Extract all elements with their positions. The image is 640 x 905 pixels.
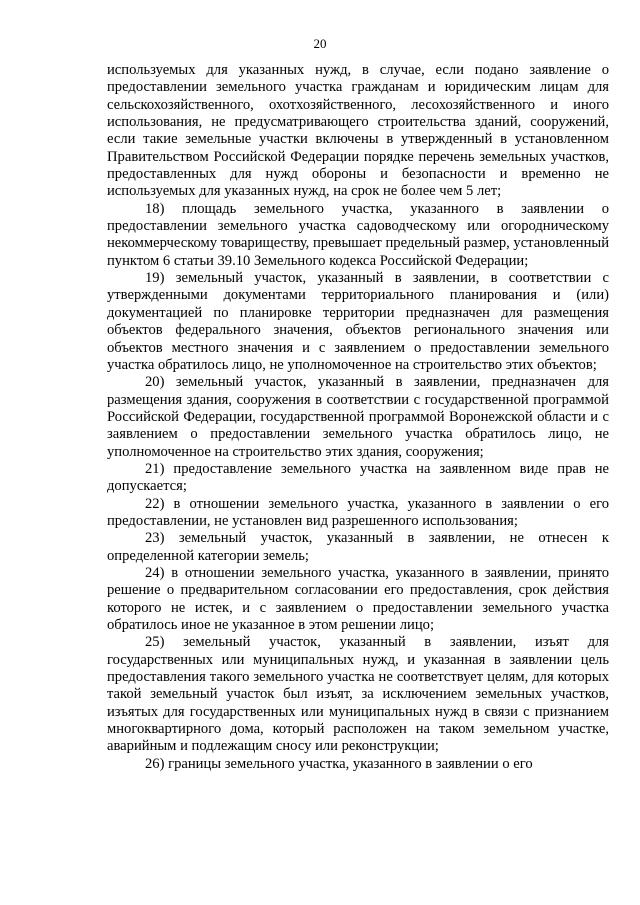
paragraph-item-26: 26) границы земельного участка, указанного в заявлении о его — [145, 755, 533, 772]
paragraph-item-24: 24) в отношении земельного участка, указанного в заявлении, принято решение о предварительном согласовании его предоставления, срок действия которого не истек, и с заявлением о предоставлении земельного участка обратилось иное не указанное в этом решении лицо; — [107, 564, 609, 633]
paragraph-continuation: используемых для указанных нужд, в случае, если подано заявление о предоставлении земельного участка гражданам и юридическим лицам для сельскохозяйственного, охотхозяйственного, лесохозяйственного и иного использования, не предусматривающего строительства зданий, сооружений, если такие земельные участки включены в утвержденный в установленном Правительством Российской Федерации порядке перечень земельных участков, предоставленных для нужд обороны и безопасности и временно не используемых для указанных нужд, на срок не более чем 5 лет; — [107, 62, 609, 200]
body-text — [107, 62, 609, 773]
paragraph-item-19: 19) земельный участок, указанный в заявлении, в соответствии с утвержденными документами территориального планирования и (или) документацией по планировке территории предназначен для размещения объектов федерального значения, объектов регионального значения или объектов местного значения и с заявлением о предоставлении земельного участка обратилось лицо, не уполномоченное на строительство этих объектов; — [107, 270, 609, 373]
paragraph-item-23: 23) земельный участок, указанный в заявлении, не отнесен к определенной категории земель; — [107, 530, 609, 564]
paragraph-item-21: 21) предоставление земельного участка на заявленном виде прав не допускается; — [107, 460, 609, 495]
paragraph-item-25: 25) земельный участок, указанный в заявлении, изъят для государственных или муниципальных нужд, и указанная в заявлении цель предоставления такого земельного участка не соответствует целям, для которых такой земельный участок был изъят, за исключением земельных участков, изъятых для государственных или муниципальных нужд в связи с признанием многоквартирного дома, который расположен на таком земельном участке, аварийным и подлежащим сносу или реконструкции; — [107, 634, 609, 755]
page-number: 20 — [313, 36, 327, 51]
paragraph-item-22: 22) в отношении земельного участка, указанного в заявлении о его предоставлении, не установлен вид разрешенного использования; — [107, 495, 609, 529]
paragraph-item-20: 20) земельный участок, указанный в заявлении, предназначен для размещения здания, сооружения в соответствии с государственной программой Российской Федерации, государственной программой Воронежской области и с заявлением о предоставлении земельного участка обратилось лицо, не уполномоченное на строительство этих здания, сооружения; — [107, 374, 609, 460]
paragraph-item-18: 18) площадь земельного участка, указанного в заявлении о предоставлении земельного участка садоводческому или огородническому некоммерческому товариществу, превышает предельный размер, установленный пунктом 6 статьи 39.10 Земельного кодекса Российской Федерации; — [107, 200, 610, 269]
